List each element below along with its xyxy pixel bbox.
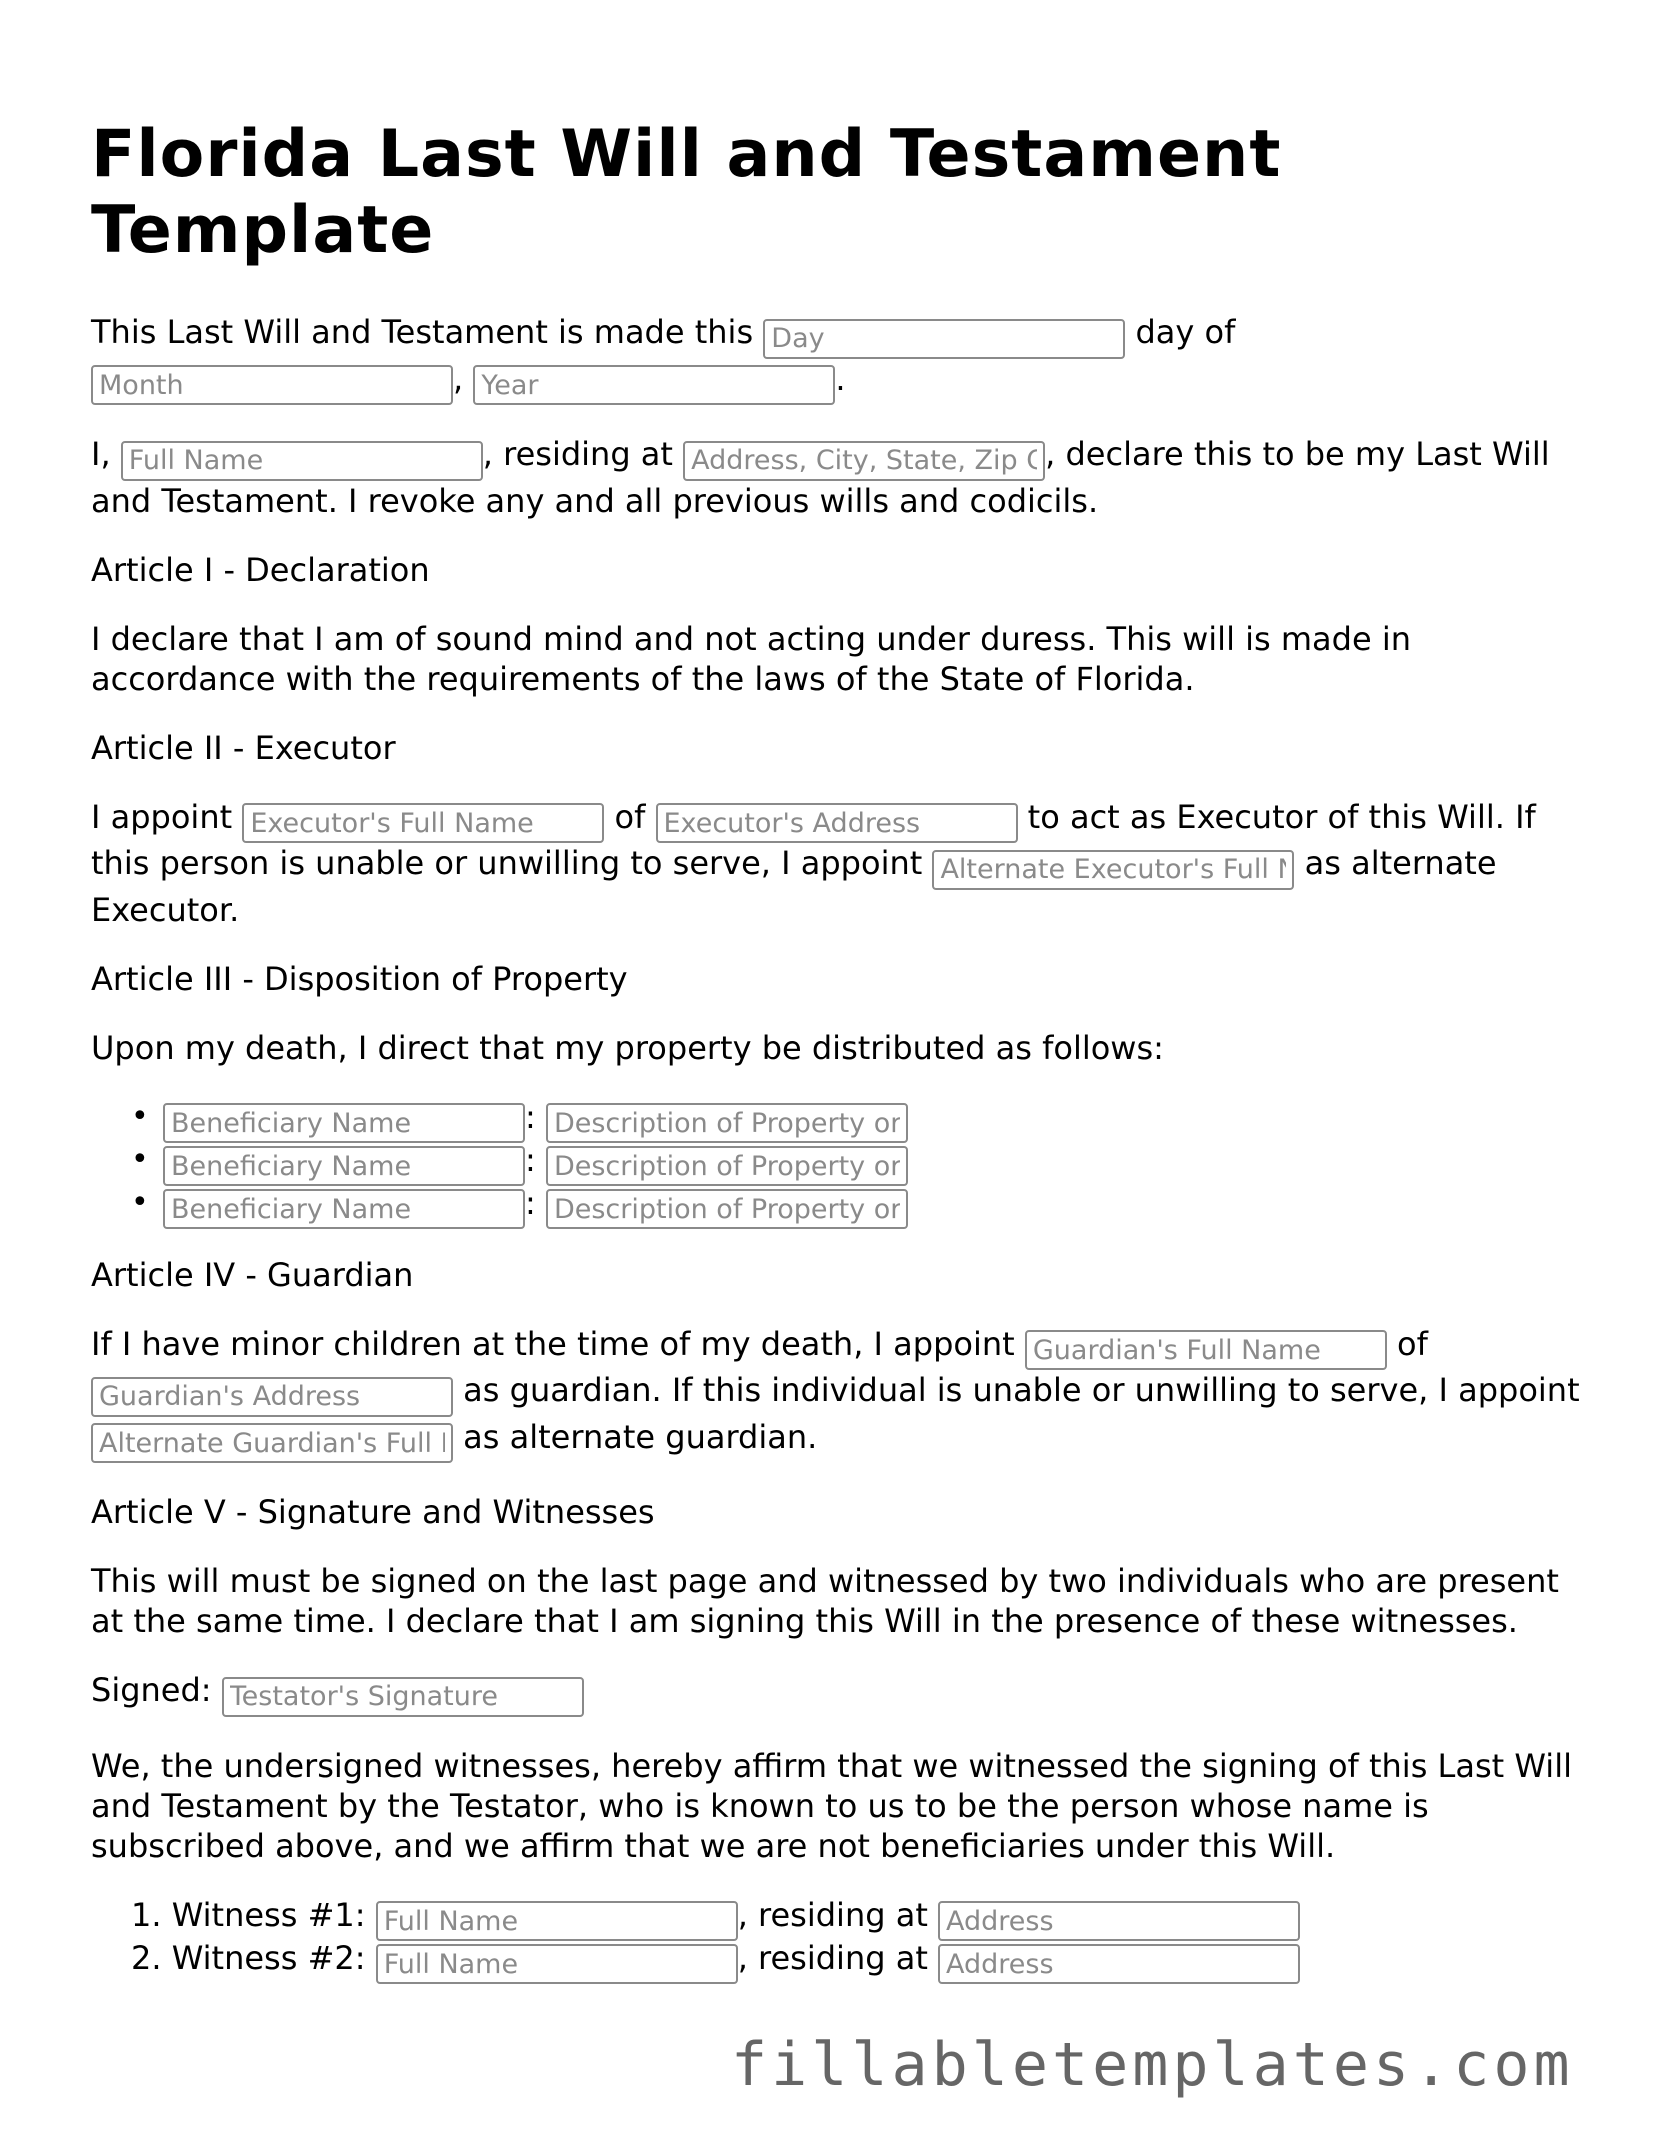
witness-label: 2. Witness #2: <box>131 1938 366 1977</box>
month-input[interactable] <box>91 365 453 405</box>
article-3-text: Upon my death, I direct that my property be distributed as follows: <box>91 1028 1164 1067</box>
signed-label: Signed: <box>91 1671 212 1709</box>
year-input[interactable] <box>473 365 835 405</box>
property-description-input[interactable] <box>546 1189 908 1229</box>
article-4-heading: Article IV - Guardian <box>91 1255 414 1294</box>
declaration-text: , residing at <box>482 435 673 473</box>
witness-list <box>91 1895 1581 1981</box>
beneficiary-item <box>131 1097 1581 1140</box>
signature-line <box>91 1670 1581 1717</box>
alternate-executor-input[interactable] <box>932 850 1294 890</box>
brand-watermark: fillabletemplates.com <box>731 2030 1574 2100</box>
alternate-guardian-input[interactable] <box>91 1423 453 1463</box>
residing-text: , residing at <box>737 1895 928 1934</box>
executor-text: as alternate Executor. <box>91 844 1497 929</box>
bullet: • <box>131 1184 149 1220</box>
intro-paragraph <box>91 312 1581 405</box>
article-3-heading: Article III - Disposition of Property <box>91 959 628 998</box>
page-title: Florida Last Will and Testament Template <box>91 117 1282 268</box>
testator-signature-input[interactable] <box>222 1677 584 1717</box>
guardian-text: as guardian. If this individual is unable or unwilling to serve, I appoint <box>463 1371 1580 1409</box>
witness-item <box>131 1938 1581 1981</box>
guardian-paragraph <box>91 1324 1581 1464</box>
comma-text: , <box>453 359 464 398</box>
witness-name-input[interactable] <box>376 1944 738 1984</box>
guardian-name-input[interactable] <box>1025 1330 1387 1370</box>
article-1-text: I declare that I am of sound mind and not acting under duress. This will is made in accordance with the requirements of the laws of the State of Florida. <box>91 619 1411 698</box>
executor-paragraph <box>91 797 1581 930</box>
witness-item <box>131 1895 1581 1938</box>
intro-text: This Last Will and Testament is made this <box>91 313 754 351</box>
executor-text: to act as Executor of this Will. If this person is unable or unwilling to serve, I appoint <box>91 797 1536 882</box>
beneficiary-item <box>131 1140 1581 1183</box>
beneficiary-list <box>91 1097 1581 1226</box>
bullet: • <box>131 1098 149 1134</box>
day-input[interactable] <box>763 319 1125 359</box>
executor-name-input[interactable] <box>242 803 604 843</box>
article-1-heading: Article I - Declaration <box>91 550 430 589</box>
bullet: • <box>131 1141 149 1177</box>
beneficiary-item <box>131 1183 1581 1226</box>
article-5-text: This will must be signed on the last page and witnessed by two individuals who are present at the same time. I declare that I am signing this Will in the presence of these witnesses. <box>91 1562 1559 1640</box>
executor-text: I appoint <box>91 797 233 836</box>
period-text: . <box>835 359 846 398</box>
article-2-heading: Article II - Executor <box>91 728 396 767</box>
declaration-text: I, <box>91 435 111 473</box>
witness-address-input[interactable] <box>938 1944 1300 1984</box>
intro-text: day of <box>1135 313 1236 351</box>
separator-text: : <box>525 1183 536 1222</box>
article-5-heading: Article V - Signature and Witnesses <box>91 1493 655 1531</box>
witness-affirmation-text: We, the undersigned witnesses, hereby affirm that we witnessed the signing of this Last Will and Testament by the Testator, who is known to us to be the person whose name is subscribed above, and we affirm that we are not beneficiaries under this Will. <box>91 1746 1572 1865</box>
witness-address-input[interactable] <box>938 1901 1300 1941</box>
residing-text: , residing at <box>737 1938 928 1977</box>
property-description-input[interactable] <box>546 1146 908 1186</box>
witness-label: 1. Witness #1: <box>131 1895 366 1934</box>
beneficiary-name-input[interactable] <box>163 1146 525 1186</box>
beneficiary-name-input[interactable] <box>163 1103 525 1143</box>
beneficiary-name-input[interactable] <box>163 1189 525 1229</box>
document-page <box>91 117 1581 1981</box>
guardian-text: of <box>1397 1324 1428 1363</box>
guardian-text: If I have minor children at the time of my death, I appoint <box>91 1324 1015 1363</box>
guardian-address-input[interactable] <box>91 1377 453 1417</box>
testator-name-input[interactable] <box>121 441 483 481</box>
property-description-input[interactable] <box>546 1103 908 1143</box>
declaration-paragraph <box>91 434 1581 521</box>
separator-text: : <box>525 1097 536 1136</box>
declaration-text: , declare this to be my Last Will and Testament. I revoke any and all previous wills and codicils. <box>91 435 1550 520</box>
executor-text: of <box>614 797 646 836</box>
guardian-text: as alternate guardian. <box>463 1417 818 1456</box>
witness-name-input[interactable] <box>376 1901 738 1941</box>
separator-text: : <box>525 1140 536 1179</box>
executor-address-input[interactable] <box>656 803 1018 843</box>
testator-address-input[interactable] <box>683 441 1045 481</box>
